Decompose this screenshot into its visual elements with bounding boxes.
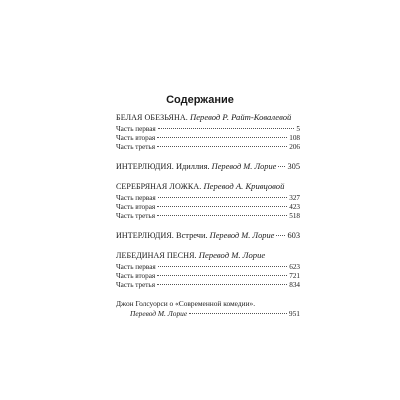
- toc-entry[interactable]: [116, 194, 300, 203]
- section-translator: Перевод М. Лорие: [198, 250, 266, 260]
- toc-entry[interactable]: [116, 281, 300, 290]
- entry-label: Часть третья: [116, 143, 156, 151]
- toc-section-white-monkey: [116, 112, 300, 152]
- entry-label: Часть вторая: [116, 272, 156, 280]
- section-title: БЕЛАЯ ОБЕЗЬЯНА.: [116, 113, 188, 122]
- entry-label: Часть первая: [116, 263, 156, 271]
- dot-leader: [158, 128, 295, 129]
- table-of-contents: [116, 112, 300, 327]
- section-subtitle: Встречи.: [176, 231, 208, 240]
- dot-leader: [157, 275, 287, 276]
- entry-page: 623: [289, 263, 300, 271]
- toc-entry[interactable]: [116, 263, 300, 272]
- dot-leader: [158, 266, 288, 267]
- page-title: Содержание: [166, 94, 234, 106]
- entry-label: Часть третья: [116, 212, 156, 220]
- toc-entry[interactable]: [116, 230, 300, 241]
- section-heading: [116, 181, 300, 192]
- toc-entry[interactable]: [116, 309, 300, 319]
- entry-label: Часть вторая: [116, 203, 156, 211]
- entry-label: Часть третья: [116, 281, 156, 289]
- toc-entry[interactable]: [116, 212, 300, 221]
- section-translator: Перевод М. Лорие: [209, 231, 275, 240]
- toc-section-interlude-meetings: [116, 230, 300, 241]
- section-title: СЕРЕБРЯНАЯ ЛОЖКА.: [116, 182, 202, 191]
- toc-section-swan-song: [116, 250, 300, 290]
- note-title: Джон Голсуорси о «Современной комедии».: [116, 299, 256, 308]
- section-translator: Перевод М. Лорие: [130, 308, 188, 318]
- dot-leader: [157, 146, 287, 147]
- dot-leader: [157, 206, 287, 207]
- section-heading: [116, 112, 300, 123]
- section-translator: Перевод М. Лорие: [211, 162, 277, 171]
- toc-entry[interactable]: [116, 161, 300, 172]
- entry-page: 951: [288, 308, 300, 318]
- section-subtitle: Идиллия.: [176, 162, 210, 171]
- dot-leader: [189, 313, 287, 314]
- toc-entry[interactable]: [116, 272, 300, 281]
- entry-page: 603: [287, 231, 300, 240]
- section-title: ЛЕБЕДИНАЯ ПЕСНЯ.: [116, 251, 197, 260]
- entry-page: 834: [289, 281, 300, 289]
- toc-entry[interactable]: [116, 134, 300, 143]
- entry-page: 108: [289, 134, 300, 142]
- toc-entry[interactable]: [116, 203, 300, 212]
- toc-section-afterword: [116, 299, 300, 318]
- dot-leader: [158, 197, 288, 198]
- toc-section-interlude-idyll: [116, 161, 300, 172]
- dot-leader: [157, 215, 287, 216]
- entry-page: 327: [289, 194, 300, 202]
- dot-leader: [157, 284, 287, 285]
- dot-leader: [278, 166, 285, 167]
- toc-entry[interactable]: [116, 125, 300, 134]
- dot-leader: [276, 235, 285, 236]
- section-heading: [116, 250, 300, 261]
- entry-label: Часть первая: [116, 194, 156, 202]
- section-translator: Перевод Р. Райт-Ковалевой: [190, 112, 292, 122]
- entry-label: Часть вторая: [116, 134, 156, 142]
- entry-page: 206: [289, 143, 300, 151]
- dot-leader: [157, 137, 287, 138]
- entry-label: Часть первая: [116, 125, 156, 133]
- section-translator: Перевод А. Кривцовой: [203, 181, 285, 191]
- entry-page: 423: [289, 203, 300, 211]
- toc-section-silver-spoon: [116, 181, 300, 221]
- section-title: ИНТЕРЛЮДИЯ.: [116, 231, 174, 240]
- entry-page: 5: [296, 125, 300, 133]
- entry-page: 305: [287, 162, 300, 171]
- section-title: ИНТЕРЛЮДИЯ.: [116, 162, 174, 171]
- entry-page: 518: [289, 212, 300, 220]
- entry-page: 721: [289, 272, 300, 280]
- toc-entry[interactable]: [116, 143, 300, 152]
